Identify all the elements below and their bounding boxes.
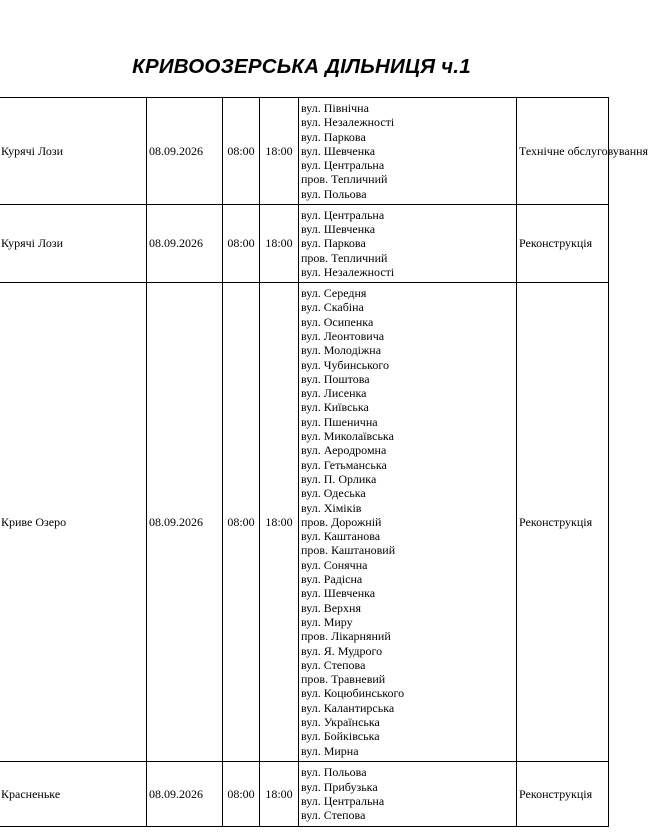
street-item: вул. Бойківська xyxy=(301,729,380,744)
work-type-cell: Реконструкція xyxy=(517,283,609,762)
street-item: вул. Степова xyxy=(301,657,366,672)
street-item: вул. Калантирська xyxy=(301,700,395,715)
street-item: вул. Пшенична xyxy=(301,414,378,429)
street-item: вул. Леонтовича xyxy=(301,328,385,343)
street-item: вул. Українська xyxy=(301,715,380,729)
work-type-cell: Реконструкція xyxy=(517,205,609,283)
location-cell: Красненьке xyxy=(0,762,147,827)
street-item: вул. Північна xyxy=(301,100,369,115)
streets-cell xyxy=(299,205,517,283)
street-item: вул. Сонячна xyxy=(301,557,368,572)
end-time-cell: 18:00 xyxy=(260,762,299,827)
start-time-cell: 08:00 xyxy=(223,762,260,827)
table-row xyxy=(0,283,609,762)
street-item: вул. Середня xyxy=(301,286,367,301)
date-cell: 08.09.2026 xyxy=(147,98,223,205)
street-item: пров. Травневий xyxy=(301,672,386,687)
streets-cell xyxy=(299,283,517,762)
street-item: вул. Центральна xyxy=(301,794,385,808)
street-item: вул. Степова xyxy=(301,808,366,823)
location-cell: Курячі Лози xyxy=(0,205,147,283)
date-cell: 08.09.2026 xyxy=(147,762,223,827)
street-item: вул. Київська xyxy=(301,400,369,415)
street-item: вул. Шевченка xyxy=(301,586,376,601)
table-body xyxy=(0,98,648,827)
table-row xyxy=(0,205,609,283)
street-item: вул. Скабіна xyxy=(301,300,364,315)
table-row xyxy=(0,98,609,205)
street-item: вул. Шевченка xyxy=(301,222,376,237)
street-item: вул. Миру xyxy=(301,614,353,629)
street-item: вул. Молодіжна xyxy=(301,343,382,358)
street-item: вул. Центральна xyxy=(301,158,385,173)
location-cell: Курячі Лози xyxy=(0,98,147,205)
start-time-cell: 08:00 xyxy=(223,283,260,762)
start-time-cell: 08:00 xyxy=(223,205,260,283)
outage-schedule-table xyxy=(0,97,648,827)
street-item: вул. Каштанова xyxy=(301,529,381,544)
street-item: вул. Я. Мудрого xyxy=(301,643,383,658)
table-row xyxy=(0,762,609,827)
street-item: вул. Польова xyxy=(301,765,367,780)
street-item: пров. Дорожній xyxy=(301,514,382,529)
street-item: вул. Польова xyxy=(301,186,367,201)
street-item: вул. П. Орлика xyxy=(301,471,377,486)
date-cell: 08.09.2026 xyxy=(147,205,223,283)
streets-cell xyxy=(299,98,517,205)
street-item: вул. Лисенка xyxy=(301,386,367,401)
end-time-cell: 18:00 xyxy=(260,205,299,283)
end-time-cell: 18:00 xyxy=(260,98,299,205)
street-item: вул. Осипенка xyxy=(301,314,374,329)
street-item: вул. Мирна xyxy=(301,743,359,758)
street-item: пров. Тепличний xyxy=(301,172,388,187)
work-type-cell: Реконструкція xyxy=(517,762,609,827)
street-item: вул. Радісна xyxy=(301,572,363,587)
street-item: вул. Гетьманська xyxy=(301,457,387,472)
street-item: вул. Незалежності xyxy=(301,115,395,130)
streets-cell xyxy=(299,762,517,827)
street-item: вул. Паркова xyxy=(301,236,366,251)
date-cell: 08.09.2026 xyxy=(147,283,223,762)
street-item: вул. Поштова xyxy=(301,371,370,386)
street-item: вул. Коцюбинського xyxy=(301,686,405,701)
location-cell: Криве Озеро xyxy=(0,283,147,762)
street-item: вул. Шевченка xyxy=(301,143,376,158)
street-item: вул. Верхня xyxy=(301,600,361,615)
street-item: вул. Аеродромна xyxy=(301,443,387,458)
street-item: вул. Миколаївська xyxy=(301,429,394,444)
street-item: вул. Хіміків xyxy=(301,500,362,515)
street-item: пров. Каштановий xyxy=(301,543,396,558)
street-item: вул. Паркова xyxy=(301,129,366,144)
street-item: вул. Прибузька xyxy=(301,779,378,794)
work-type-cell: Технічне обслуговування xyxy=(517,98,609,205)
start-time-cell: 08:00 xyxy=(223,98,260,205)
street-item: вул. Чубинського xyxy=(301,357,389,372)
page-title: КРИВООЗЕРСЬКА ДІЛЬНИЦЯ ч.1 xyxy=(132,55,471,78)
street-item: пров. Лікарняний xyxy=(301,629,391,644)
street-item: вул. Одеська xyxy=(301,486,366,501)
end-time-cell: 18:00 xyxy=(260,283,299,762)
street-item: пров. Тепличний xyxy=(301,250,388,265)
street-item: вул. Центральна xyxy=(301,207,385,222)
street-item: вул. Незалежності xyxy=(301,264,395,279)
